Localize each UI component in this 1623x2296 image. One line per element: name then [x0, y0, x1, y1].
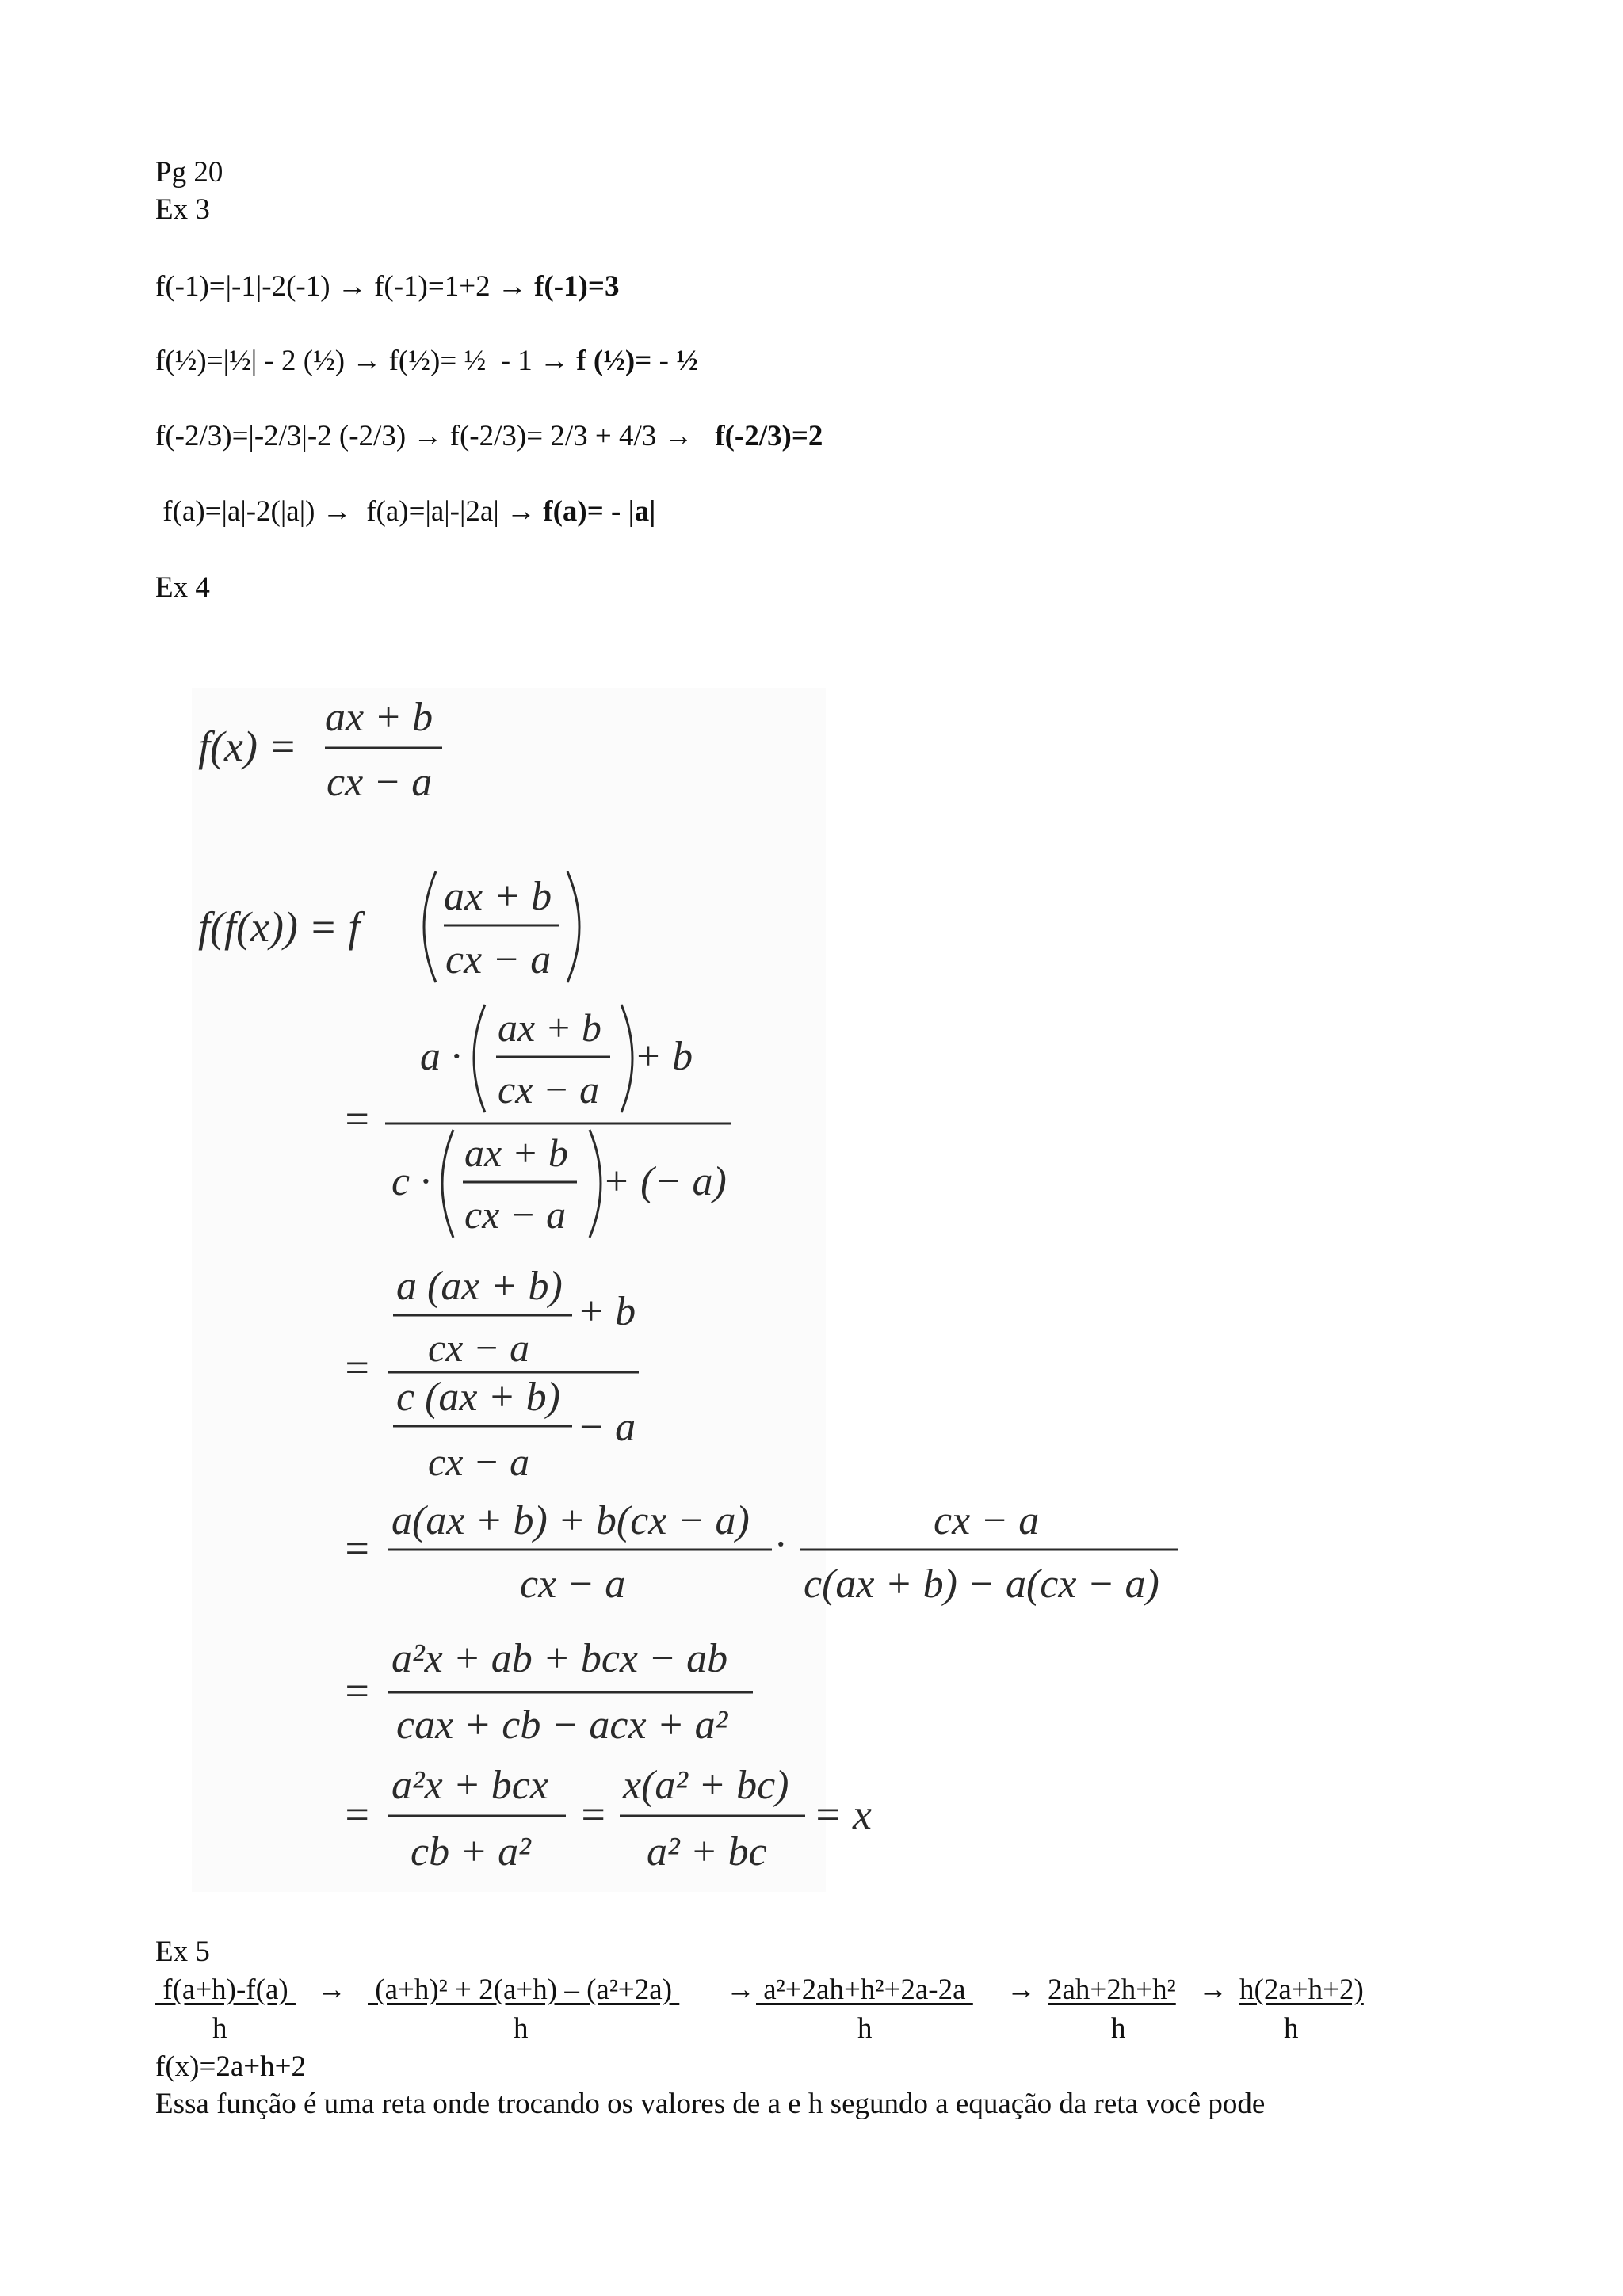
ex5-fraction-3-denominator: h	[857, 2012, 873, 2045]
ex3-line-1	[155, 269, 619, 304]
ex5-result: f(x)=2a+h+2	[155, 2050, 306, 2083]
eq-s5-num1: a(ax + b) + b(cx − a)	[391, 1498, 750, 1543]
ex5-fraction-5-numerator: h(2a+h+2)	[1239, 1974, 1364, 2006]
ex5-fraction-4-denominator: h	[1111, 2012, 1126, 2045]
ex5-fraction-5-denominator: h	[1284, 2012, 1299, 2045]
eq-s5-dot: ·	[775, 1522, 785, 1567]
eq-s4-top-num: a (ax + b)	[396, 1264, 563, 1309]
exercise-5-title: Ex 5	[155, 1936, 210, 1968]
eq-s2-lhs: f(f(x)) = f	[198, 903, 361, 951]
ex3-line-1-text: f(-1)=|-1|-2(-1) → f(-1)=1+2 →	[155, 270, 535, 303]
eq-s5-num2: cx − a	[934, 1498, 1040, 1543]
eq-s7-result: = x	[813, 1791, 872, 1838]
ex3-line-4-text: f(a)=|a|-2(|a|) → f(a)=|a|-|2a| →	[155, 495, 544, 528]
eq-s3-a: a ·	[420, 1034, 461, 1079]
eq-s5-den1: cx − a	[520, 1562, 626, 1607]
eq-s7-den2: a² + bc	[647, 1829, 767, 1875]
eq-s4-bot-num: c (ax + b)	[396, 1375, 560, 1420]
equation-image-panel	[192, 688, 826, 1892]
ex5-fraction-1-denominator: h	[212, 2012, 227, 2045]
ex5-fraction-2-denominator: h	[514, 2012, 529, 2045]
eq-s2-num: ax + b	[444, 874, 552, 919]
eq-s3-in-den: cx − a	[498, 1067, 600, 1112]
eq-s6-den: cax + cb − acx + a²	[396, 1703, 728, 1748]
ex3-line-2-text: f(½)=|½| - 2 (½) → f(½)= ½ - 1 →	[155, 345, 577, 377]
eq-s3-plus-b: + b	[634, 1034, 693, 1079]
eq-s7-den1: cb + a²	[411, 1829, 531, 1875]
eq-s1-num: ax + b	[325, 695, 433, 740]
page-number: Pg 20	[155, 156, 223, 189]
exercise-4-title: Ex 4	[155, 571, 210, 604]
eq-s3-in-num: ax + b	[498, 1005, 601, 1050]
ex5-arrow-2: →	[726, 1974, 755, 2006]
ex5-note: Essa função é uma reta onde trocando os valores de a e h segundo a equação da reta você pode	[155, 2088, 1266, 2120]
eq-s7-eq: =	[342, 1791, 372, 1838]
ex3-line-2	[155, 344, 698, 379]
ex5-arrow-3: →	[1006, 1974, 1036, 2006]
ex3-line-4	[155, 494, 655, 529]
ex5-arrow-1: →	[317, 1974, 346, 2006]
eq-s6-eq: =	[342, 1667, 372, 1714]
eq-s7-num2: x(a² + bc)	[623, 1763, 789, 1808]
eq-s5-den2: c(ax + b) − a(cx − a)	[804, 1562, 1159, 1607]
eq-s7-eq2: =	[579, 1791, 608, 1838]
ex5-fraction-1-numerator: f(a+h)-f(a)	[155, 1974, 296, 2006]
ex3-line-3-text: f(-2/3)=|-2/3|-2 (-2/3) → f(-2/3)= 2/3 + 4/3 →	[155, 420, 716, 452]
eq-s3-in2-den: cx − a	[464, 1192, 567, 1237]
ex5-arrow-4: →	[1198, 1974, 1228, 2006]
eq-s1-lhs: f(x) =	[198, 723, 297, 770]
eq-s7-num1: a²x + bcx	[391, 1763, 548, 1808]
eq-s5-eq: =	[342, 1524, 372, 1572]
ex5-fraction-4-numerator: 2ah+2h+h²	[1048, 1974, 1176, 2006]
eq-s3-in2-num: ax + b	[464, 1131, 568, 1175]
eq-s4-top-den: cx − a	[428, 1325, 530, 1370]
ex3-line-1-result: f(-1)=3	[534, 270, 620, 303]
eq-s2-den: cx − a	[445, 937, 552, 982]
ex5-fraction-3-numerator: a²+2ah+h²+2a-2a	[756, 1974, 973, 2006]
eq-s4-bot-den: cx − a	[428, 1440, 530, 1484]
eq-s3-c: c ·	[391, 1159, 431, 1204]
eq-s4-eq: =	[342, 1344, 372, 1391]
eq-s3-minus-a: + (− a)	[602, 1159, 727, 1204]
eq-s4-minus-a: − a	[577, 1405, 636, 1450]
ex5-fraction-2-numerator: (a+h)² + 2(a+h) – (a²+2a)	[368, 1974, 680, 2006]
eq-s1-den: cx − a	[327, 760, 433, 805]
eq-s3-eq: =	[342, 1095, 372, 1142]
ex3-line-2-result: f (½)= - ½	[576, 345, 698, 377]
eq-s4-plus-b: + b	[577, 1289, 636, 1334]
ex3-line-3	[155, 419, 823, 454]
ex3-line-3-result: f(-2/3)=2	[715, 420, 823, 452]
ex3-line-4-result: f(a)= - |a|	[543, 495, 656, 528]
exercise-3-title: Ex 3	[155, 193, 210, 226]
eq-s6-num: a²x + ab + bcx − ab	[391, 1636, 728, 1681]
